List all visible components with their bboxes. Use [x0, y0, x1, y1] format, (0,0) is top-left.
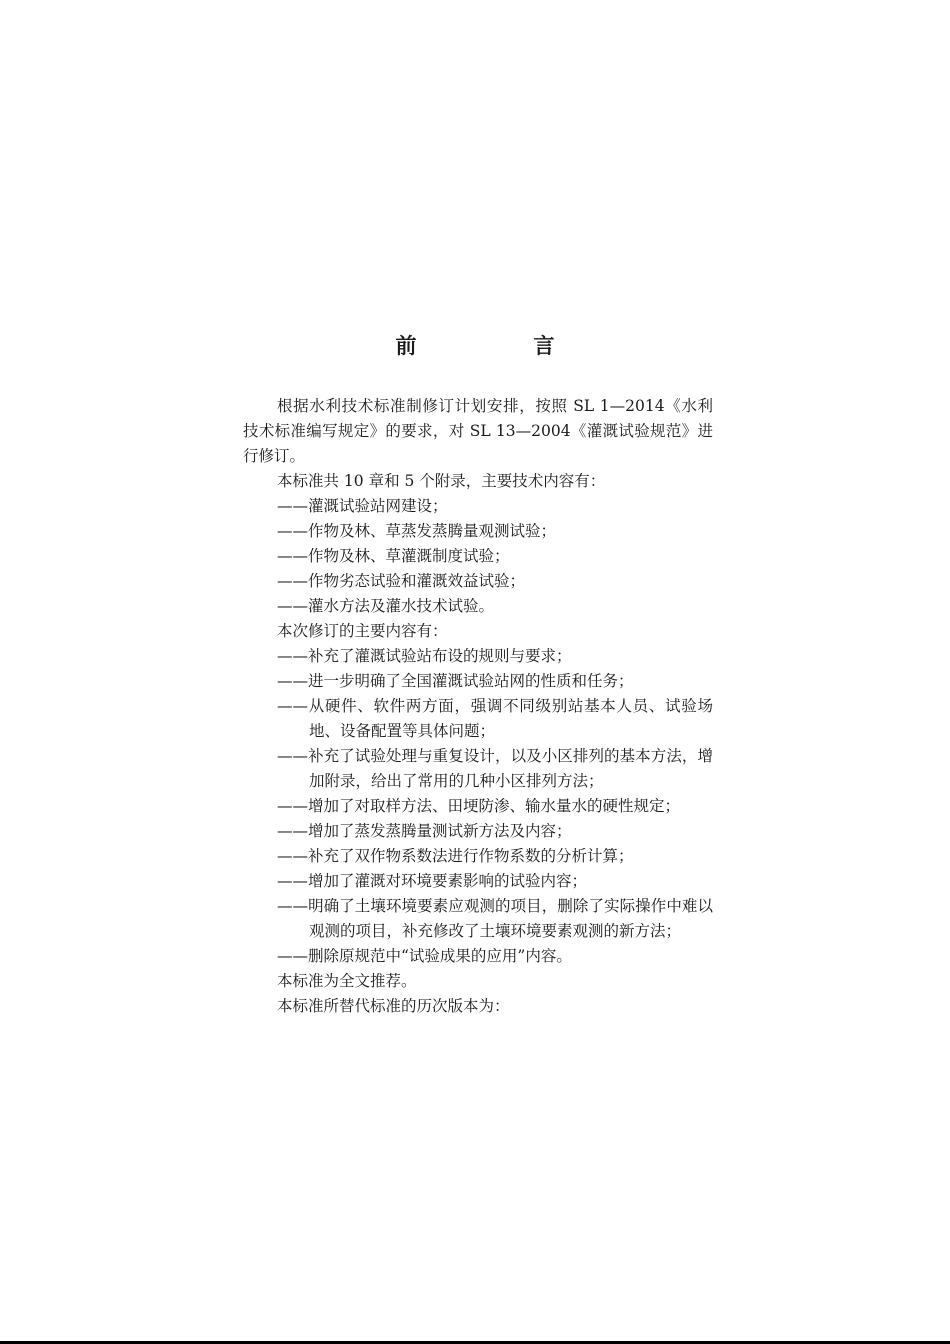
list-item: ——进一步明确了全国灌溉试验站网的性质和任务； — [277, 672, 634, 690]
document-body — [243, 394, 713, 1019]
intro-paragraph: 根据水利技术标准制修订计划安排，按照 SL 1—2014《水利技术标准编写规定》的要求，对 SL 13—2004《灌溉试验规范》进行修订。 — [243, 397, 713, 465]
content-list — [243, 494, 713, 619]
recommendation-text: 本标准为全文推荐。 — [277, 972, 417, 990]
list-item: ——从硬件、软件两方面，强调不同级别站基本人员、试验场地、设备配置等具体问题； — [277, 697, 713, 740]
list-item: ——灌溉试验站网建设； — [277, 497, 448, 515]
replaced-versions-text: 本标准所替代标准的历次版本为： — [277, 997, 510, 1015]
list-item: ——补充了灌溉试验站布设的规则与要求； — [277, 647, 572, 665]
list-item: ——增加了灌溉对环境要素影响的试验内容； — [277, 872, 588, 890]
list-item: ——增加了蒸发蒸腾量测试新方法及内容； — [277, 822, 572, 840]
list-item: ——补充了双作物系数法进行作物系数的分析计算； — [277, 847, 634, 865]
list-item: ——灌水方法及灌水技术试验。 — [277, 597, 495, 615]
list-item: ——增加了对取样方法、田埂防渗、输水量水的硬性规定； — [277, 797, 681, 815]
content-intro: 本标准共 10 章和 5 个附录，主要技术内容有： — [277, 472, 606, 490]
list-item: ——作物劣态试验和灌溉效益试验； — [277, 572, 526, 590]
list-item: ——作物及林、草灌溉制度试验； — [277, 547, 510, 565]
list-item: ——删除原规范中“试验成果的应用”内容。 — [277, 947, 572, 965]
list-item: ——明确了土壤环境要素应观测的项目，删除了实际操作中难以观测的项目，补充修改了土壤环境要素观测的新方法； — [277, 897, 713, 940]
revision-intro: 本次修订的主要内容有： — [277, 622, 448, 640]
page-title: 前 言 — [395, 334, 603, 358]
list-item: ——补充了试验处理与重复设计，以及小区排列的基本方法，增加附录，给出了常用的几种小区排列方法； — [277, 747, 713, 790]
revision-list — [243, 644, 713, 969]
list-item: ——作物及林、草蒸发蒸腾量观测试验； — [277, 522, 557, 540]
